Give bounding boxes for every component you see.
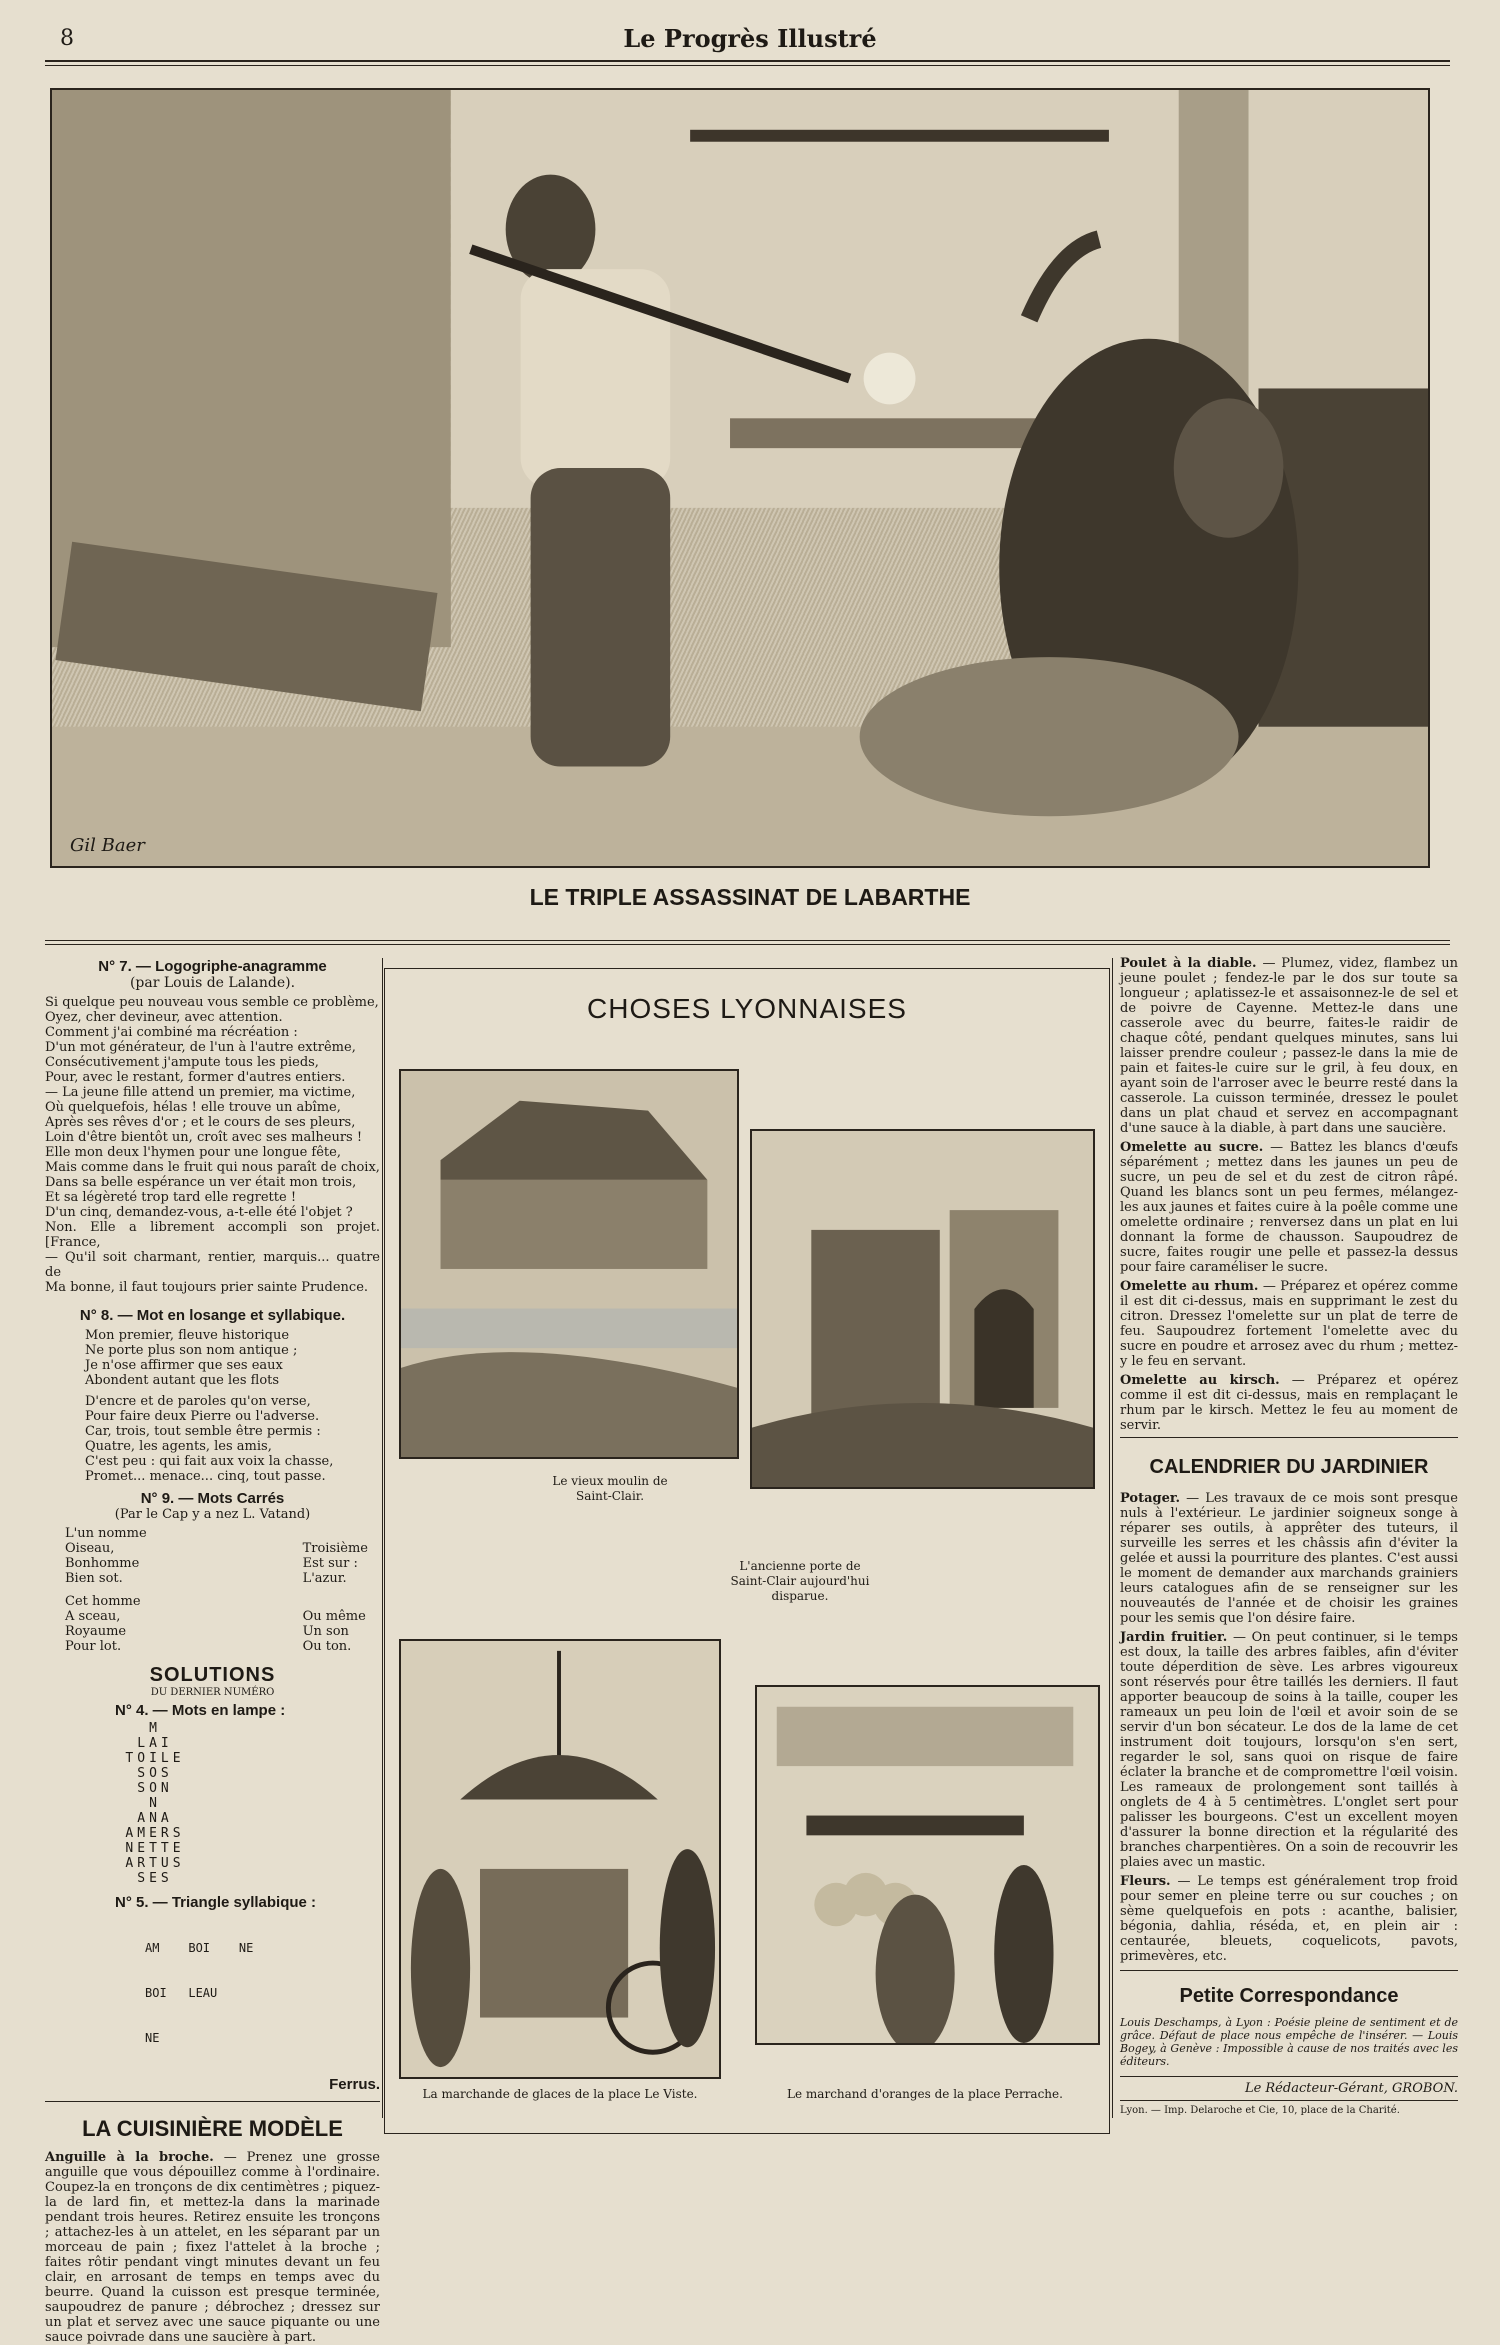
- main-caption: LE TRIPLE ASSASSINAT DE LABARTHE: [529, 884, 971, 910]
- verse-line: Loin d'être bientôt un, croît avec ses malheurs !: [45, 1130, 363, 1145]
- lamp-line: SON: [137, 1781, 173, 1796]
- puzzle-7-title: N° 7. — Logogriphe-anagramme: [98, 958, 327, 975]
- lamp-line: AMERS: [125, 1826, 185, 1841]
- puzzle-8-title: N° 8. — Mot en losange et syllabique.: [79, 1307, 346, 1324]
- verse-line: Ne porte plus son nom antique ;: [85, 1343, 298, 1358]
- verse-line: Mon premier, fleuve historique: [85, 1328, 290, 1343]
- jardin-fruitier: [1120, 1630, 1458, 1870]
- solution-4-lamp: [45, 1721, 265, 1886]
- cuisiniere-lead: Anguille à la broche.: [45, 2150, 214, 2165]
- jardin-text: — On peut continuer, si le temps est doux, la taille des arbres faibles, afin d'éviter toute déperdition de sève. Les arbres vigoureux sont réservés pour être taillés les derniers. Il faut apporter beaucoup de soins à la taille, couper les rameaux un peu loin de l'œil et avoir soin de se servir d'un bon sécateur. Le dos de la lame de cet instrument doit toujours, lorsqu'on s'en sert, regarder le sol, sans quoi on risque de faire éclater la branche et de compromettre l'œil voisin. Les rameaux de prolongement sont taillés à onglets de 4 à 5 centimètres. L'onglet sert pour palisser les bourgeons. C'est un excellent moyen d'assurer la bonne direction et la régularité des branches charpentières. On a soin de recouvrir les plaies avec un mastic.: [1120, 1630, 1458, 1870]
- verse-line: D'un mot générateur, de l'un à l'autre extrême,: [45, 1040, 356, 1055]
- verse-line: Si quelque peu nouveau vous semble ce problème,: [45, 995, 379, 1010]
- cuisiniere-text: — Prenez une grosse anguille que vous dépouillez comme à l'ordinaire. Coupez-la en tronçons de dix centimètres ; piquez-la de lard fin, et mettez-la dans la marinade pendant trois heures. Retirez ensuite les tronçons ; attachez-les à un attelet, en les séparant par un morceau de pain ; fixez l'attelet à la broche ; faites rôtir pendant vingt minutes devant un feu clair, en arrosant de temps en temps avec du beurre. Quand la cuisson est presque terminée, saupoudrez de panure ; débrochez ; dressez sur un plat et servez avec une sauce piquante ou une sauce poivrade dans une saucière à part.: [45, 2150, 380, 2345]
- footer-rule: [1120, 2076, 1458, 2077]
- correspondance-line1: Louis Deschamps, à Lyon : Poésie pleine de sentiment et de grâce. Défaut de place nous empêche de l'insérer.: [1120, 2016, 1458, 2042]
- verse-line: Pour faire deux Pierre ou l'adverse.: [85, 1409, 320, 1424]
- verse-line: Oiseau,: [65, 1541, 115, 1556]
- caption-oranges: Le marchand d'oranges de la place Perrache.: [787, 2087, 1063, 2101]
- triangle-line: AM BOI NE: [145, 1941, 254, 1955]
- ornament-divider-2: [1120, 1970, 1458, 1971]
- caption-moulin: Le vieux moulin de Saint-Clair.: [552, 1474, 668, 1503]
- lamp-line: ANA: [137, 1811, 173, 1826]
- recipe-text: — Préparez et opérez comme il est dit ci-dessus, mais en remplaçant le rhum par le kirsch. Mettez le feu au moment de servir.: [1120, 1373, 1458, 1433]
- jardin-lead: Potager.: [1120, 1491, 1181, 1506]
- correspondance-line2: — Louis Bogey, à Genève : Impossible à cause de nos traités avec les éditeurs.: [1120, 2029, 1458, 2068]
- caption-porte: L'ancienne porte de Saint-Clair aujourd'hui disparue.: [730, 1559, 870, 1603]
- lamp-line: TOILE: [125, 1751, 185, 1766]
- verse-line: Ou même: [302, 1609, 366, 1624]
- caption-rule: [45, 940, 1450, 941]
- jardin-fleurs: [1120, 1874, 1458, 1964]
- triangle-line: BOI LEAU: [145, 1986, 218, 2000]
- verse-line: A sceau,: [65, 1609, 121, 1624]
- illustration-signature: Gil Baer: [70, 835, 145, 856]
- right-column: [1120, 956, 1458, 2116]
- verse-line: — Qu'il soit charmant, rentier, marquis... quatre de: [45, 1250, 380, 1280]
- solution-4-title: N° 4. — Mots en lampe :: [115, 1702, 286, 1719]
- verse-line: Comment j'ai combiné ma récréation :: [45, 1025, 298, 1040]
- recipe-text: — Plumez, videz, flambez un jeune poulet ; fendez-le par le dos sur toute sa longueur ; aplatissez-le et assaisonnez-le de sel et de poivre de Cayenne. Mettez-le dans une casserole avec du beurre, faites-le raidir de chaque côté, pendant quelques minutes, sans lui laisser prendre couleur ; passez-le dans la mie de pain et faites-le cuire sur le gril, à feu doux, en ayant soin de l'arroser avec le beurre resté dans la casserole. La cuisson terminée, dressez le poulet dans un plat chaud et servez en accompagnant d'une sauce à la diable, à part dans une saucière.: [1120, 956, 1458, 1136]
- puzzle-9-grid: [45, 1522, 380, 1654]
- recipe-4: [1120, 1373, 1458, 1433]
- verse-line: D'encre et de paroles qu'on verse,: [85, 1394, 311, 1409]
- correspondance-body: [1120, 2016, 1458, 2068]
- correspondance-title: Petite Correspondance: [1179, 1985, 1399, 2007]
- solutions-subtitle: DU DERNIER NUMÉRO: [150, 1687, 275, 1698]
- verse-line: Pour, avec le restant, former d'autres entiers.: [45, 1070, 346, 1085]
- masthead-title: Le Progrès Illustré: [623, 24, 877, 53]
- puzzle-7-body: [45, 995, 380, 1295]
- choses-frame: [384, 968, 1110, 2134]
- recipe-text: — Battez les blancs d'œufs séparément ; mettez dans les jaunes un peu de sucre, un peu de sel et du zest de citron râpé. Quand les blancs sont un peu fermes, mélangez-les aux jaunes et faites cuire à la poêle comme une omelette ordinaire ; renversez dans un plat en lui donnant la forme de chausson. Saupoudrez de sucre, faites rougir une pelle et passez-la dessus pour faire caraméliser le sucre.: [1120, 1140, 1458, 1275]
- recipe-2: [1120, 1140, 1458, 1275]
- verse-line: Abondent autant que les flots: [85, 1373, 280, 1388]
- jardin-potager: [1120, 1491, 1458, 1626]
- verse-line: Ma bonne, il faut toujours prier sainte Prudence.: [45, 1280, 369, 1295]
- lamp-line: M: [149, 1721, 161, 1736]
- imprint: Lyon. — Imp. Delaroche et Cie, 10, place de la Charité.: [1120, 2105, 1400, 2116]
- verse-line: Pour lot.: [65, 1639, 122, 1654]
- puzzle-9-left: [65, 1526, 147, 1654]
- verse-line: Quatre, les agents, les amis,: [85, 1439, 272, 1454]
- lamp-line: SOS: [137, 1766, 173, 1781]
- verse-line: Où quelquefois, hélas ! elle trouve un abîme,: [45, 1100, 341, 1115]
- moulin-illustration: [399, 1069, 739, 1459]
- header-rule-thin: [45, 65, 1450, 66]
- column-divider-right: [1112, 958, 1113, 2118]
- caption-rule-2: [45, 944, 1450, 945]
- choses-title: CHOSES LYONNAISES: [587, 993, 907, 1024]
- glaces-illustration: [399, 1639, 721, 2079]
- solution-5-title: N° 5. — Triangle syllabique :: [115, 1894, 317, 1911]
- solutions-signature: Ferrus.: [329, 2076, 380, 2093]
- verse-line: C'est peu : qui fait aux voix la chasse,: [85, 1454, 334, 1469]
- verse-line: Cet homme: [65, 1594, 141, 1609]
- lamp-line: NETTE: [125, 1841, 185, 1856]
- verse-line: Car, trois, tout semble être permis :: [85, 1424, 321, 1439]
- porte-illustration: [750, 1129, 1095, 1489]
- verse-line: Et sa légèreté trop tard elle regrette !: [45, 1190, 297, 1205]
- recipe-1: [1120, 956, 1458, 1136]
- verse-line: Bien sot.: [65, 1571, 123, 1586]
- verse-line: Non. Elle a librement accompli son projet. [France,: [45, 1220, 380, 1250]
- solution-5-triangle: [45, 1911, 380, 2076]
- verse-line: Est sur :: [302, 1556, 358, 1571]
- redacteur-gerant: Le Rédacteur-Gérant, GROBON.: [1244, 2081, 1458, 2096]
- puzzle-8-body: [45, 1328, 380, 1484]
- puzzle-9-title: N° 9. — Mots Carrés: [140, 1490, 285, 1507]
- jardin-text: — Les travaux de ce mois sont presque nuls à l'extérieur. Le jardinier soigneux songe à réparer ses outils, à apprêter des tuteurs, il surveille les serres et les châssis afin d'éviter la gelée et aussi la pourriture des plantes. C'est aussi le moment de demander aux marchands grainiers leurs catalogues afin de se renseigner sur les nouveautés de l'année et de choisir les graines pour les semis que l'on désire faire.: [1120, 1491, 1458, 1626]
- verse-line: L'un nomme: [65, 1526, 147, 1541]
- verse-line: Consécutivement j'ampute tous les pieds,: [45, 1055, 319, 1070]
- cuisiniere-title: LA CUISINIÈRE MODÈLE: [82, 2116, 343, 2141]
- verse-line: Ou ton.: [302, 1639, 352, 1654]
- main-illustration: [50, 88, 1430, 868]
- triangle-line: NE: [145, 2031, 160, 2045]
- verse-line: Un son: [302, 1624, 349, 1639]
- verse-line: Troisième: [302, 1541, 368, 1556]
- verse-line: Royaume: [65, 1624, 127, 1639]
- puzzle-7-author: (par Louis de Lalande).: [129, 975, 296, 991]
- puzzle-9-author: (Par le Cap y a nez L. Vatand): [114, 1507, 311, 1522]
- recipe-lead: Omelette au kirsch.: [1120, 1373, 1280, 1388]
- verse-line: Bonhomme: [65, 1556, 140, 1571]
- verse-line: Elle mon deux l'hymen pour une longue fête,: [45, 1145, 341, 1160]
- verse-line: Dans sa belle espérance un ver était mon trois,: [45, 1175, 357, 1190]
- solutions-title: SOLUTIONS: [149, 1664, 276, 1686]
- oranges-illustration: [755, 1685, 1100, 2045]
- ornament-divider: [1120, 1437, 1458, 1438]
- cuisiniere-body: [45, 2150, 380, 2345]
- left-column: [45, 958, 380, 2345]
- jardin-text: — Le temps est généralement trop froid pour semer en pleine terre ou sur couches ; on sème quelquefois en pots : acanthe, balisier, bégonia, dahlia, réséda, et, en plein air : centaurée, bleuets, coquelicots, pavots, primevères, etc.: [1120, 1874, 1458, 1964]
- recipe-lead: Poulet à la diable.: [1120, 956, 1257, 971]
- lamp-line: SES: [137, 1871, 173, 1886]
- recipe-3: [1120, 1279, 1458, 1369]
- page-number: 8: [60, 26, 74, 51]
- jardin-lead: Fleurs.: [1120, 1874, 1171, 1889]
- lamp-line: LAI: [137, 1736, 173, 1751]
- recipe-text: — Préparez et opérez comme il est dit ci-dessus, mais en supprimant le zest du citron. Dressez l'omelette sur un plat de terre de feu. Saupoudrez fortement l'omelette avec du sucre en poudre et arrosez avec du rhum ; mettez-y le feu en servant.: [1120, 1279, 1458, 1369]
- verse-line: Après ses rêves d'or ; et le cours de ses pleurs,: [45, 1115, 356, 1130]
- column-divider-left: [382, 958, 383, 2118]
- verse-line: L'azur.: [302, 1571, 347, 1586]
- verse-line: Mais comme dans le fruit qui nous paraît de choix,: [45, 1160, 380, 1175]
- jardin-lead: Jardin fruitier.: [1120, 1630, 1228, 1645]
- header-rule: [45, 60, 1450, 62]
- lamp-line: N: [149, 1796, 161, 1811]
- verse-line: Promet... menace... cinq, tout passe.: [85, 1469, 326, 1484]
- verse-line: — La jeune fille attend un premier, ma victime,: [45, 1085, 356, 1100]
- caption-glaces: La marchande de glaces de la place Le Viste.: [422, 2087, 698, 2101]
- puzzle-9-right: [303, 1526, 368, 1654]
- verse-line: D'un cinq, demandez-vous, a-t-elle été l'objet ?: [45, 1205, 353, 1220]
- recipe-lead: Omelette au rhum.: [1120, 1279, 1259, 1294]
- verse-line: Oyez, cher devineur, avec attention.: [45, 1010, 283, 1025]
- jardinier-title: CALENDRIER DU JARDINIER: [1149, 1456, 1429, 1478]
- footer-rule-2: [1120, 2100, 1458, 2101]
- lamp-line: ARTUS: [125, 1856, 185, 1871]
- verse-line: Je n'ose affirmer que ses eaux: [85, 1358, 283, 1373]
- cuisiniere-top-rule: [45, 2101, 380, 2102]
- recipe-lead: Omelette au sucre.: [1120, 1140, 1264, 1155]
